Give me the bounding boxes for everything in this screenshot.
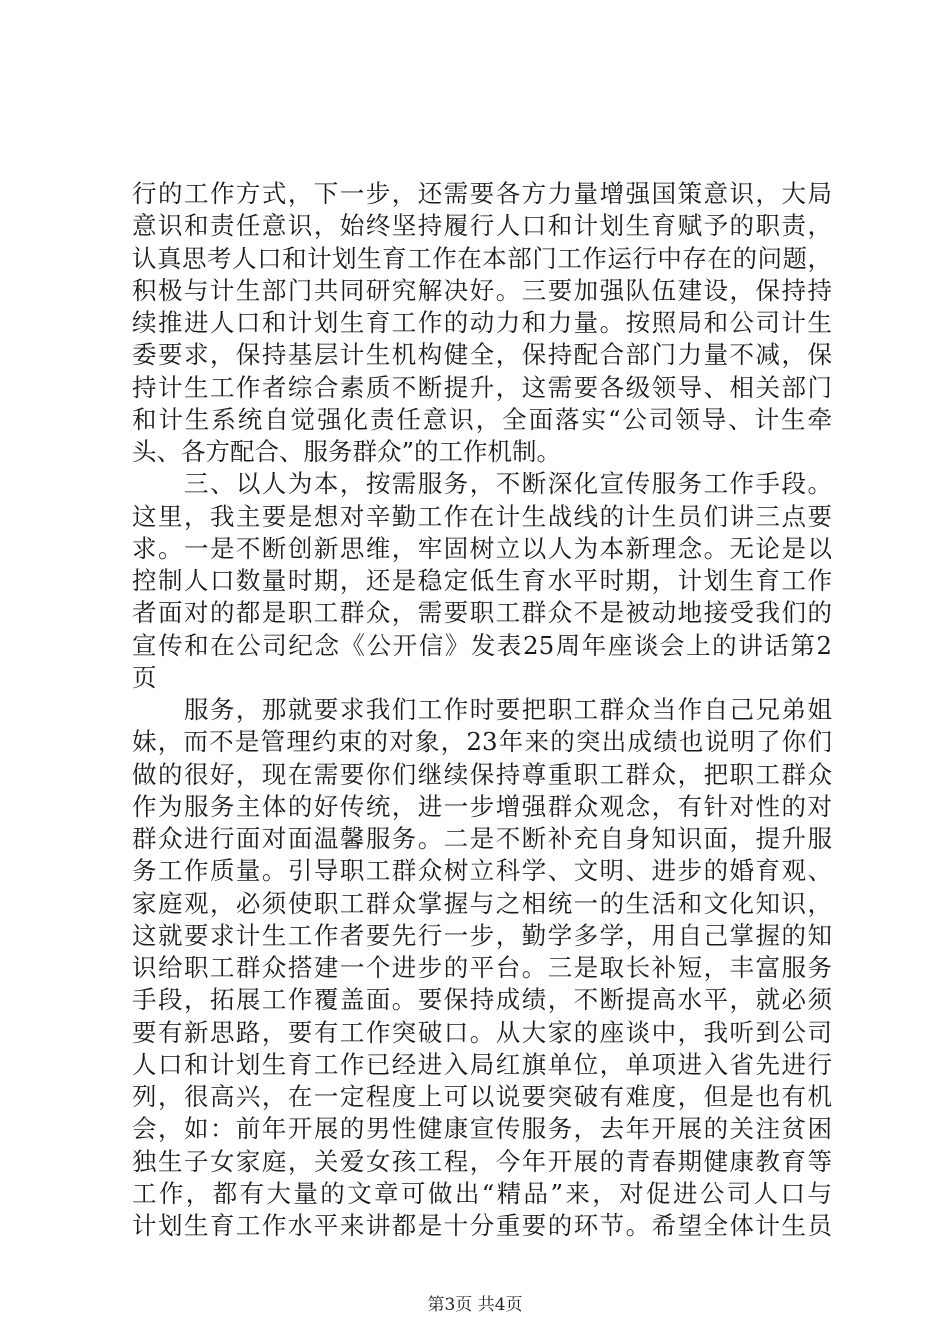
document-body (132, 178, 832, 1242)
text-line: 识给职工群众搭建一个进步的平台。三是取长补短，丰富服务 (132, 953, 832, 982)
text-line: 务工作质量。引导职工群众树立科学、文明、进步的婚育观、 (132, 856, 832, 886)
text-line: 工作，都有大量的文章可做出“精品”来，对促进公司人口与 (132, 1178, 832, 1208)
text-line: 列，很高兴，在一定程度上可以说要突破有难度，但是也有机 (132, 1082, 832, 1111)
text-line: 家庭观，必须使职工群众掌握与之相统一的生活和文化知识， (132, 888, 832, 918)
text-line: 意识和责任意识，始终坚持履行人口和计划生育赋予的职责， (132, 211, 832, 241)
text-line: 做的很好，现在需要你们继续保持尊重职工群众，把职工群众 (132, 759, 832, 789)
text-line: 作为服务主体的好传统，进一步增强群众观念，有针对性的对 (132, 791, 832, 821)
text-line: 积极与计生部门共同研究解决好。三要加强队伍建设，保持持 (132, 275, 832, 305)
text-line: 求。一是不断创新思维，牢固树立以人为本新理念。无论是以 (132, 533, 832, 563)
text-line: 宣传和在公司纪念《公开信》发表25周年座谈会上的讲话第2 (132, 630, 832, 660)
text-line: 控制人口数量时期，还是稳定低生育水平时期，计划生育工作 (132, 566, 832, 595)
text-line: 群众进行面对面温馨服务。二是不断补充自身知识面，提升服 (132, 824, 832, 853)
text-line: 页 (132, 662, 157, 692)
text-line: 头、各方配合、服务群众”的工作机制。 (132, 437, 562, 466)
text-line: 人口和计划生育工作已经进入局红旗单位，单项进入省先进行 (132, 1049, 832, 1079)
text-line: 妹，而不是管理约束的对象，23年来的突出成绩也说明了你们 (132, 727, 832, 757)
text-line: 委要求，保持基层计生机构健全，保持配合部门力量不减，保 (132, 340, 832, 370)
text-line: 三、以人为本，按需服务，不断深化宣传服务工作手段。 (132, 469, 832, 499)
text-line: 行的工作方式，下一步，还需要各方力量增强国策意识，大局 (132, 179, 832, 208)
text-line: 认真思考人口和计划生育工作在本部门工作运行中存在的问题， (132, 243, 832, 273)
text-line: 要有新思路，要有工作突破口。从大家的座谈中，我听到公司 (132, 1017, 832, 1047)
text-line: 续推进人口和计划生育工作的动力和力量。按照局和公司计生 (132, 308, 832, 337)
text-line: 者面对的都是职工群众，需要职工群众不是被动地接受我们的 (132, 598, 832, 628)
page-footer: 第3页 共4页 (427, 1295, 523, 1315)
text-line: 独生子女家庭，关爱女孩工程，今年开展的青春期健康教育等 (132, 1146, 832, 1176)
text-line: 和计生系统自觉强化责任意识，全面落实“公司领导、计生牵 (132, 404, 832, 434)
text-line: 服务，那就要求我们工作时要把职工群众当作自己兄弟姐 (132, 695, 832, 724)
text-line: 这里，我主要是想对辛勤工作在计生战线的计生员们讲三点要 (132, 501, 832, 531)
text-line: 这就要求计生工作者要先行一步，勤学多学，用自己掌握的知 (132, 920, 832, 950)
text-line: 计划生育工作水平来讲都是十分重要的环节。希望全体计生员 (132, 1211, 832, 1240)
text-line: 持计生工作者综合素质不断提升，这需要各级领导、相关部门 (132, 372, 832, 402)
text-line: 手段，拓展工作覆盖面。要保持成绩，不断提高水平，就必须 (132, 985, 832, 1015)
text-line: 会，如：前年开展的男性健康宣传服务，去年开展的关注贫困 (132, 1114, 832, 1144)
